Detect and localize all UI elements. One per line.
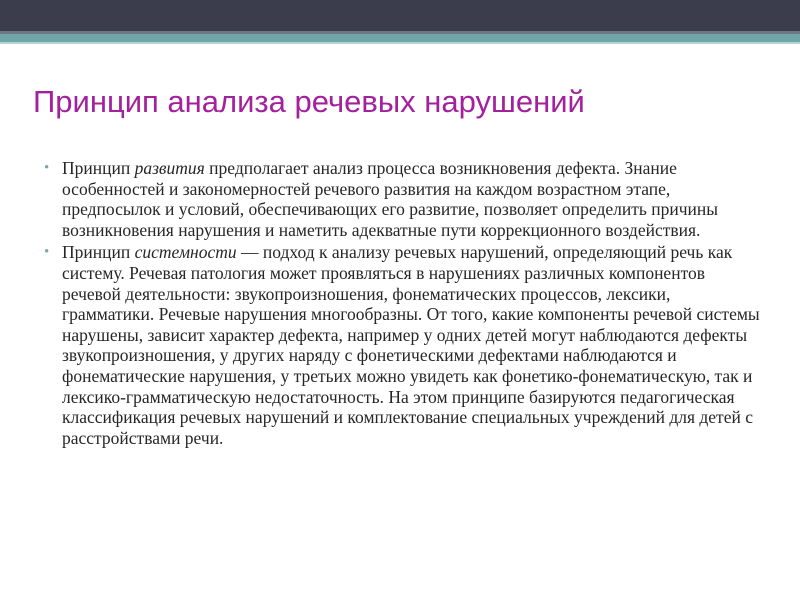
- bullet-item-development: [44, 158, 764, 240]
- header-accent-bar: [0, 34, 800, 42]
- header-accent-line: [0, 42, 800, 44]
- bullet-emphasis: развития: [134, 158, 205, 178]
- slide-title: Принцип анализа речевых нарушений: [33, 84, 585, 119]
- slide-content: [44, 158, 764, 450]
- bullet-emphasis: системности: [134, 242, 237, 263]
- bullet-lead: Принцип: [62, 158, 135, 178]
- bullet-lead: Принцип: [62, 242, 135, 263]
- bullet-body: предполагает анализ процесса возникновения дефекта. Знание особенностей и закономерностей речевого развития на каждом возрастном этапе, предпосылок и условий, обеспечивающих его развитие, позволяет определить причины возникновения нарушения и наметить адекватные пути коррекционного воздействия.: [62, 158, 719, 240]
- bullet-dot-icon: •: [44, 244, 50, 261]
- header-dark-band: [0, 0, 800, 34]
- bullet-dot-icon: •: [44, 160, 50, 176]
- bullet-item-systemic: [44, 242, 764, 448]
- bullet-text: [62, 242, 760, 447]
- bullet-body: — подход к анализу речевых нарушений, определяющий речь как систему. Речевая патология может проявляться в нарушениях различных компонентов речевой деятельности: звукопроизношения, фонематических процессов, лексики, грамматики. Речевые нарушения многообразны. От того, какие компоненты речевой системы нарушены, зависит характер дефекта, например у одних детей могут наблюдаются дефекты звукопроизношения, у других наряду с фонетическими дефектами наблюдаются и фонематические нарушения, у третьих можно увидеть как фонетико-фонематическую, так и лексико-грамматическую недостаточность. На этом принципе базируются педагогическая классификация речевых нарушений и комплектование специальных учреждений для детей с расстройствами речи.: [62, 242, 760, 448]
- bullet-text: [62, 158, 718, 240]
